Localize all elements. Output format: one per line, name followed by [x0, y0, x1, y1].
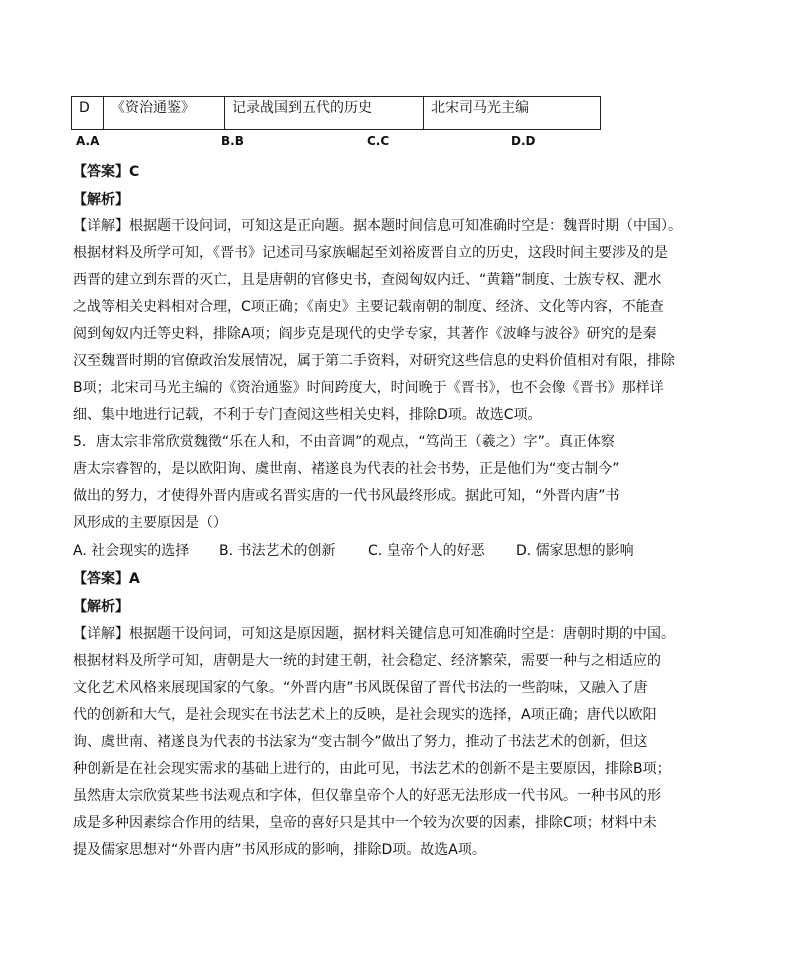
answer-value: A: [129, 571, 140, 587]
table-cell-author: 北宋司马光主编: [424, 97, 601, 130]
q5-analysis-line: 种创新是在社会现实需求的基础上进行的，由此可见，书法艺术的创新不是主要原因，排除B项；: [73, 761, 671, 777]
choice-b: B.B: [221, 134, 244, 148]
q5-analysis-line: 成是多种因素综合作用的结果，皇帝的喜好只是其中一个较为次要的因素，排除C项；材料中未: [73, 815, 657, 831]
q4-analysis-line: 阅到匈奴内迁等史料，排除A项；阎步克是现代的史学专家，其著作《波峰与波谷》研究的是秦: [73, 326, 657, 342]
q5-stem-line: 做出的努力，才使得外晋内唐或名晋实唐的一代书风最终形成。据此可知，“外晋内唐”书: [73, 488, 620, 504]
table-cell-content: 记录战国到五代的历史: [225, 97, 424, 130]
q5-analysis-line: 文化艺术风格来展现国家的气象。“外晋内唐”书风既保留了晋代书法的一些韵味，又融入了唐: [73, 680, 648, 696]
q5-option-d: D. 儒家思想的影响: [516, 543, 634, 559]
q5-option-b: B. 书法艺术的创新: [219, 543, 336, 559]
choice-a: A.A: [76, 134, 100, 148]
answer-value: C: [129, 164, 140, 180]
q5-analysis-line: 根据材料及所学可知，唐朝是大一统的封建王朝，社会稳定、经济繁荣，需要一种与之相适应的: [73, 653, 661, 669]
q4-analysis-line: 细、集中地进行记载，不利于专门查阅这些相关史料，排除D项。故选C项。: [73, 407, 542, 423]
q4-analysis-line: 之战等相关史料相对合理，C项正确；《南史》主要记载南朝的制度、经济、文化等内容，不能查: [73, 299, 664, 315]
q5-analysis-line: 【详解】根据题干设问词，可知这是原因题，据材料关键信息可知准确时空是：唐朝时期的中国。: [73, 626, 675, 642]
q5-answer: [73, 568, 140, 588]
q4-analysis-line: 【详解】根据题干设问词，可知这是正向题。据本题时间信息可知准确时空是：魏晋时期（中国）。: [73, 218, 682, 234]
q5-stem-line: 唐太宗睿智的，是以欧阳询、虞世南、褚遂良为代表的社会书势，正是他们为“变古制今”: [73, 461, 620, 477]
q4-analysis-tag: 【解析】: [73, 192, 129, 208]
table-cell-source: 《资治通鉴》: [104, 97, 225, 130]
q5-option-c: C. 皇帝个人的好恶: [368, 543, 485, 559]
q5-analysis-line: 虽然唐太宗欣赏某些书法观点和字体，但仅靠皇帝个人的好恶无法形成一代书风。一种书风的形: [73, 788, 661, 804]
option-table: [71, 96, 601, 130]
q5-analysis-line: 提及儒家思想对“外晋内唐”书风形成的影响，排除D项。故选A项。: [73, 842, 486, 858]
q4-analysis-line: B项；北宋司马光主编的《资治通鉴》时间跨度大，时间晚于《晋书》，也不会像《晋书》那样详: [73, 380, 664, 396]
q5-option-a: A. 社会现实的选择: [73, 543, 190, 559]
q5-analysis-tag: 【解析】: [73, 599, 129, 615]
q5-analysis-line: 询、虞世南、褚遂良为代表的书法家为“变古制今”做出了努力，推动了书法艺术的创新，但这: [73, 734, 648, 750]
q5-stem-line: 风形成的主要原因是（）: [73, 515, 227, 531]
answer-tag: 【答案】: [73, 571, 129, 587]
q5-stem-line: 5．唐太宗非常欣赏魏徵“乐在人和，不由音调”的观点，“笃尚王（羲之）字”。真正体察: [73, 434, 615, 450]
q4-analysis-line: 根据材料及所学可知，《晋书》记述司马家族崛起至刘裕废晋自立的历史，这段时间主要涉及的是: [73, 245, 668, 261]
choice-d: D.D: [511, 134, 536, 148]
table-cell-letter: D: [72, 97, 104, 130]
table-row: [72, 97, 601, 130]
answer-tag: 【答案】: [73, 164, 129, 180]
choice-c: C.C: [367, 134, 390, 148]
q4-analysis-line: 汉至魏晋时期的官僚政治发展情况，属于第二手资料，对研究这些信息的史料价值相对有限，排除: [73, 353, 675, 369]
q5-analysis-line: 代的创新和大气，是社会现实在书法艺术上的反映，是社会现实的选择，A项正确；唐代以欧阳: [73, 707, 657, 723]
q4-analysis-line: 西晋的建立到东晋的灭亡，且是唐朝的官修史书，查阅匈奴内迁、“黄籍”制度、士族专权、淝水: [73, 272, 662, 288]
q4-answer: [73, 161, 139, 181]
